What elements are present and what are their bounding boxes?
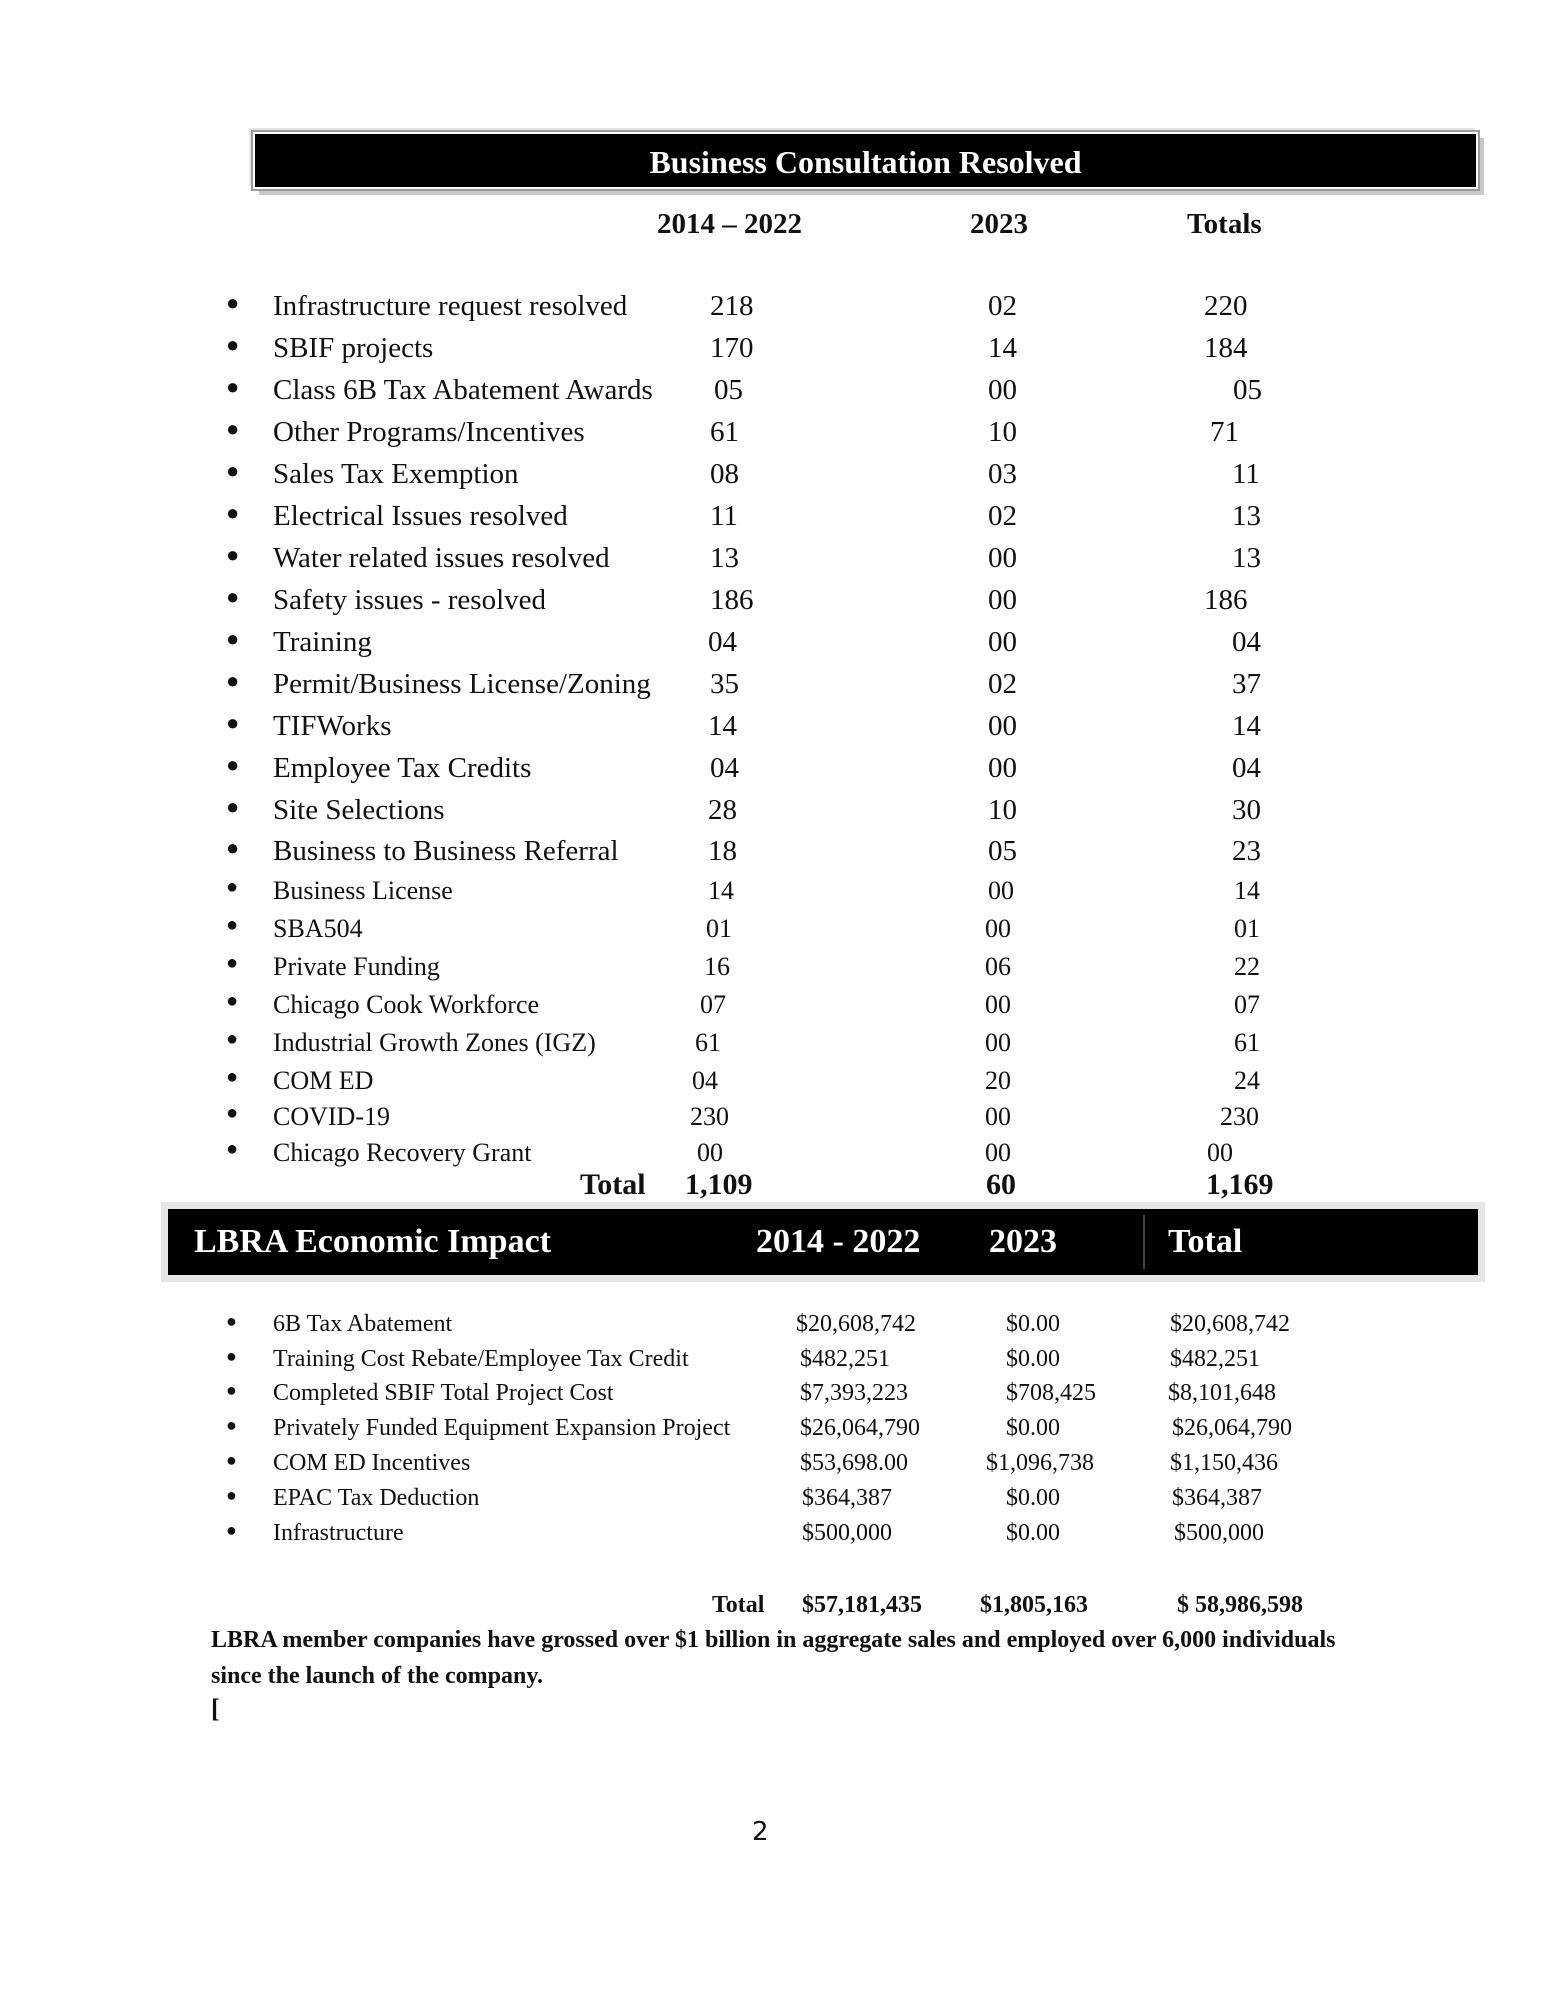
bullet: ● [226, 1028, 239, 1050]
row-label: Industrial Growth Zones (IGZ) [273, 1028, 596, 1057]
impact-header-period: 2014 - 2022 [756, 1223, 921, 1260]
row-value-year: $0.00 [1006, 1415, 1060, 1441]
row-value-total: 23 [1232, 835, 1261, 867]
consultation-header-period: 2014 – 2022 [657, 208, 802, 240]
bullet: ● [226, 542, 240, 567]
row-value-period: 61 [710, 416, 739, 448]
bullet: ● [226, 1066, 239, 1088]
row-value-year: 10 [988, 794, 1017, 826]
row-value-period: 61 [695, 1028, 721, 1057]
row-value-period: 218 [710, 290, 754, 322]
row-value-total: $20,608,742 [1170, 1311, 1290, 1337]
row-value-period: $53,698.00 [800, 1450, 908, 1476]
row-value-total: 04 [1232, 752, 1261, 784]
row-value-total: 24 [1234, 1066, 1260, 1095]
row-label: TIFWorks [273, 710, 392, 742]
row-value-year: $1,096,738 [986, 1450, 1094, 1476]
row-label: Training [273, 626, 372, 658]
row-label: Safety issues - resolved [273, 584, 547, 616]
bullet: ● [226, 332, 240, 357]
row-value-total: 22 [1234, 952, 1260, 981]
row-label: SBA504 [273, 914, 363, 943]
row-value-period: 14 [708, 710, 737, 742]
row-value-period: $7,393,223 [800, 1380, 908, 1406]
row-value-total: $500,000 [1174, 1520, 1264, 1546]
row-value-year: 00 [985, 1138, 1011, 1167]
row-label: Chicago Cook Workforce [273, 990, 540, 1019]
row-value-total: $8,101,648 [1168, 1380, 1276, 1406]
row-value-period: 16 [704, 952, 730, 981]
row-value-total: 00 [1207, 1138, 1233, 1167]
row-value-year: 00 [988, 710, 1017, 742]
page-number: 2 [752, 1817, 769, 1847]
row-label: Site Selections [273, 794, 445, 826]
bullet: ● [226, 1138, 239, 1160]
row-label: Infrastructure request resolved [273, 290, 628, 322]
row-value-total: $26,064,790 [1172, 1415, 1292, 1441]
bullet: ● [226, 1102, 239, 1124]
row-value-total: 05 [1233, 374, 1262, 406]
bullet: ● [226, 1485, 237, 1505]
row-value-year: $0.00 [1006, 1485, 1060, 1511]
row-value-period: $26,064,790 [800, 1415, 920, 1441]
bullet: ● [226, 626, 240, 651]
row-value-period: $500,000 [802, 1520, 892, 1546]
bullet: ● [226, 416, 240, 441]
row-value-total: 61 [1234, 1028, 1260, 1057]
row-value-year: $0.00 [1006, 1311, 1060, 1337]
row-label: Business License [273, 876, 453, 905]
row-value-year: $0.00 [1006, 1520, 1060, 1546]
row-value-period: 18 [708, 835, 737, 867]
row-value-total: 11 [1232, 458, 1260, 490]
row-value-total: 184 [1204, 332, 1248, 364]
row-value-year: 00 [985, 990, 1011, 1019]
bullet: ● [226, 290, 240, 315]
row-value-period: $364,387 [802, 1485, 892, 1511]
bullet: ● [226, 914, 239, 936]
row-value-year: 14 [988, 332, 1017, 364]
row-value-year: 02 [988, 290, 1017, 322]
row-value-year: 00 [985, 1102, 1011, 1131]
impact-header-divider [1143, 1215, 1145, 1269]
row-label: Employee Tax Credits [273, 752, 532, 784]
row-value-total: 30 [1232, 794, 1261, 826]
row-value-total: 186 [1204, 584, 1248, 616]
row-value-period: 11 [710, 500, 738, 532]
row-label: COVID-19 [273, 1102, 390, 1131]
row-label: Training Cost Rebate/Employee Tax Credit [273, 1346, 689, 1372]
row-value-year: 00 [988, 626, 1017, 658]
row-value-period: 07 [700, 990, 726, 1019]
row-label: Business to Business Referral [273, 835, 619, 867]
row-value-year: 03 [988, 458, 1017, 490]
bullet: ● [226, 584, 240, 609]
consultation-header-totals: Totals [1187, 208, 1262, 240]
row-label: Other Programs/Incentives [273, 416, 585, 448]
consultation-total-period: 1,109 [685, 1168, 753, 1201]
row-value-period: 04 [710, 752, 739, 784]
row-value-period: 28 [708, 794, 737, 826]
row-value-year: 02 [988, 500, 1017, 532]
row-value-year: 06 [985, 952, 1011, 981]
row-value-total: 220 [1204, 290, 1248, 322]
bullet: ● [226, 876, 239, 898]
row-label: Class 6B Tax Abatement Awards [273, 374, 653, 406]
row-label: COM ED [273, 1066, 374, 1095]
row-value-period: $20,608,742 [796, 1311, 916, 1337]
row-value-period: 230 [690, 1102, 729, 1131]
row-value-total: 13 [1232, 500, 1261, 532]
row-value-period: 00 [697, 1138, 723, 1167]
row-value-year: 00 [988, 542, 1017, 574]
stray-bracket: [ [211, 1694, 220, 1723]
bullet: ● [226, 794, 240, 819]
row-value-total: 01 [1234, 914, 1260, 943]
row-value-year: 05 [988, 835, 1017, 867]
row-label: Water related issues resolved [273, 542, 610, 574]
row-label: EPAC Tax Deduction [273, 1485, 480, 1511]
consultation-total-label: Total [580, 1168, 646, 1201]
row-value-year: 00 [985, 1028, 1011, 1057]
row-value-period: 35 [710, 668, 739, 700]
impact-total-period: $57,181,435 [802, 1592, 922, 1618]
impact-total-year: $1,805,163 [980, 1592, 1088, 1618]
bullet: ● [226, 1346, 237, 1366]
row-value-year: 00 [988, 876, 1014, 905]
row-label: SBIF projects [273, 332, 434, 364]
row-value-period: 186 [710, 584, 754, 616]
bullet: ● [226, 1311, 237, 1331]
consultation-total-year: 60 [986, 1168, 1016, 1201]
row-value-period: 14 [708, 876, 734, 905]
row-value-year: 00 [988, 584, 1017, 616]
row-value-year: 02 [988, 668, 1017, 700]
row-value-total: 37 [1232, 668, 1261, 700]
bullet: ● [226, 835, 240, 860]
row-value-year: 00 [985, 914, 1011, 943]
row-value-year: 00 [988, 374, 1017, 406]
row-label: Private Funding [273, 952, 440, 981]
row-value-total: 71 [1210, 416, 1239, 448]
impact-banner [168, 1209, 1478, 1275]
consultation-title: Business Consultation Resolved [649, 144, 1082, 180]
row-value-year: $0.00 [1006, 1346, 1060, 1372]
consultation-header-year: 2023 [970, 208, 1028, 240]
row-value-total: 13 [1232, 542, 1261, 574]
impact-total-all: $ 58,986,598 [1177, 1592, 1303, 1618]
row-value-period: $482,251 [800, 1346, 890, 1372]
impact-total-label: Total [712, 1592, 765, 1618]
row-value-year: 10 [988, 416, 1017, 448]
bullet: ● [226, 458, 240, 483]
row-value-total: 04 [1232, 626, 1261, 658]
row-label: Sales Tax Exemption [273, 458, 519, 490]
bullet: ● [226, 1450, 237, 1470]
row-value-total: 07 [1234, 990, 1260, 1019]
consultation-total-all: 1,169 [1206, 1168, 1274, 1201]
row-label: Infrastructure [273, 1520, 404, 1546]
row-label: 6B Tax Abatement [273, 1311, 453, 1337]
row-value-total: 14 [1234, 876, 1260, 905]
bullet: ● [226, 952, 239, 974]
row-value-period: 01 [706, 914, 732, 943]
row-value-year: 20 [985, 1066, 1011, 1095]
bullet: ● [226, 1415, 237, 1435]
row-value-total: 14 [1232, 710, 1261, 742]
row-label: COM ED Incentives [273, 1450, 471, 1476]
row-value-year: $708,425 [1006, 1380, 1096, 1406]
impact-title: LBRA Economic Impact [194, 1223, 551, 1260]
impact-header-total: Total [1168, 1223, 1243, 1260]
consultation-banner [253, 132, 1478, 189]
row-value-period: 05 [714, 374, 743, 406]
bullet: ● [226, 668, 240, 693]
row-value-period: 04 [708, 626, 737, 658]
row-value-total: 230 [1220, 1102, 1259, 1131]
bullet: ● [226, 1520, 237, 1540]
row-value-period: 08 [710, 458, 739, 490]
bullet: ● [226, 1380, 237, 1400]
bullet: ● [226, 990, 239, 1012]
row-label: Electrical Issues resolved [273, 500, 568, 532]
row-label: Completed SBIF Total Project Cost [273, 1380, 614, 1406]
bullet: ● [226, 374, 240, 399]
bullet: ● [226, 710, 240, 735]
footnote: LBRA member companies have grossed over $1 billion in aggregate sales and employed over 6,000 individuals since the launch of the company. [211, 1627, 1336, 1689]
bullet: ● [226, 500, 240, 525]
row-value-period: 13 [710, 542, 739, 574]
row-label: Permit/Business License/Zoning [273, 668, 651, 700]
bullet: ● [226, 752, 240, 777]
row-value-total: $364,387 [1172, 1485, 1262, 1511]
row-label: Privately Funded Equipment Expansion Project [273, 1415, 731, 1441]
impact-header-year: 2023 [989, 1223, 1057, 1260]
row-value-year: 00 [988, 752, 1017, 784]
row-value-period: 170 [710, 332, 754, 364]
row-label: Chicago Recovery Grant [273, 1138, 532, 1167]
row-value-total: $482,251 [1170, 1346, 1260, 1372]
row-value-total: $1,150,436 [1170, 1450, 1278, 1476]
row-value-period: 04 [692, 1066, 718, 1095]
